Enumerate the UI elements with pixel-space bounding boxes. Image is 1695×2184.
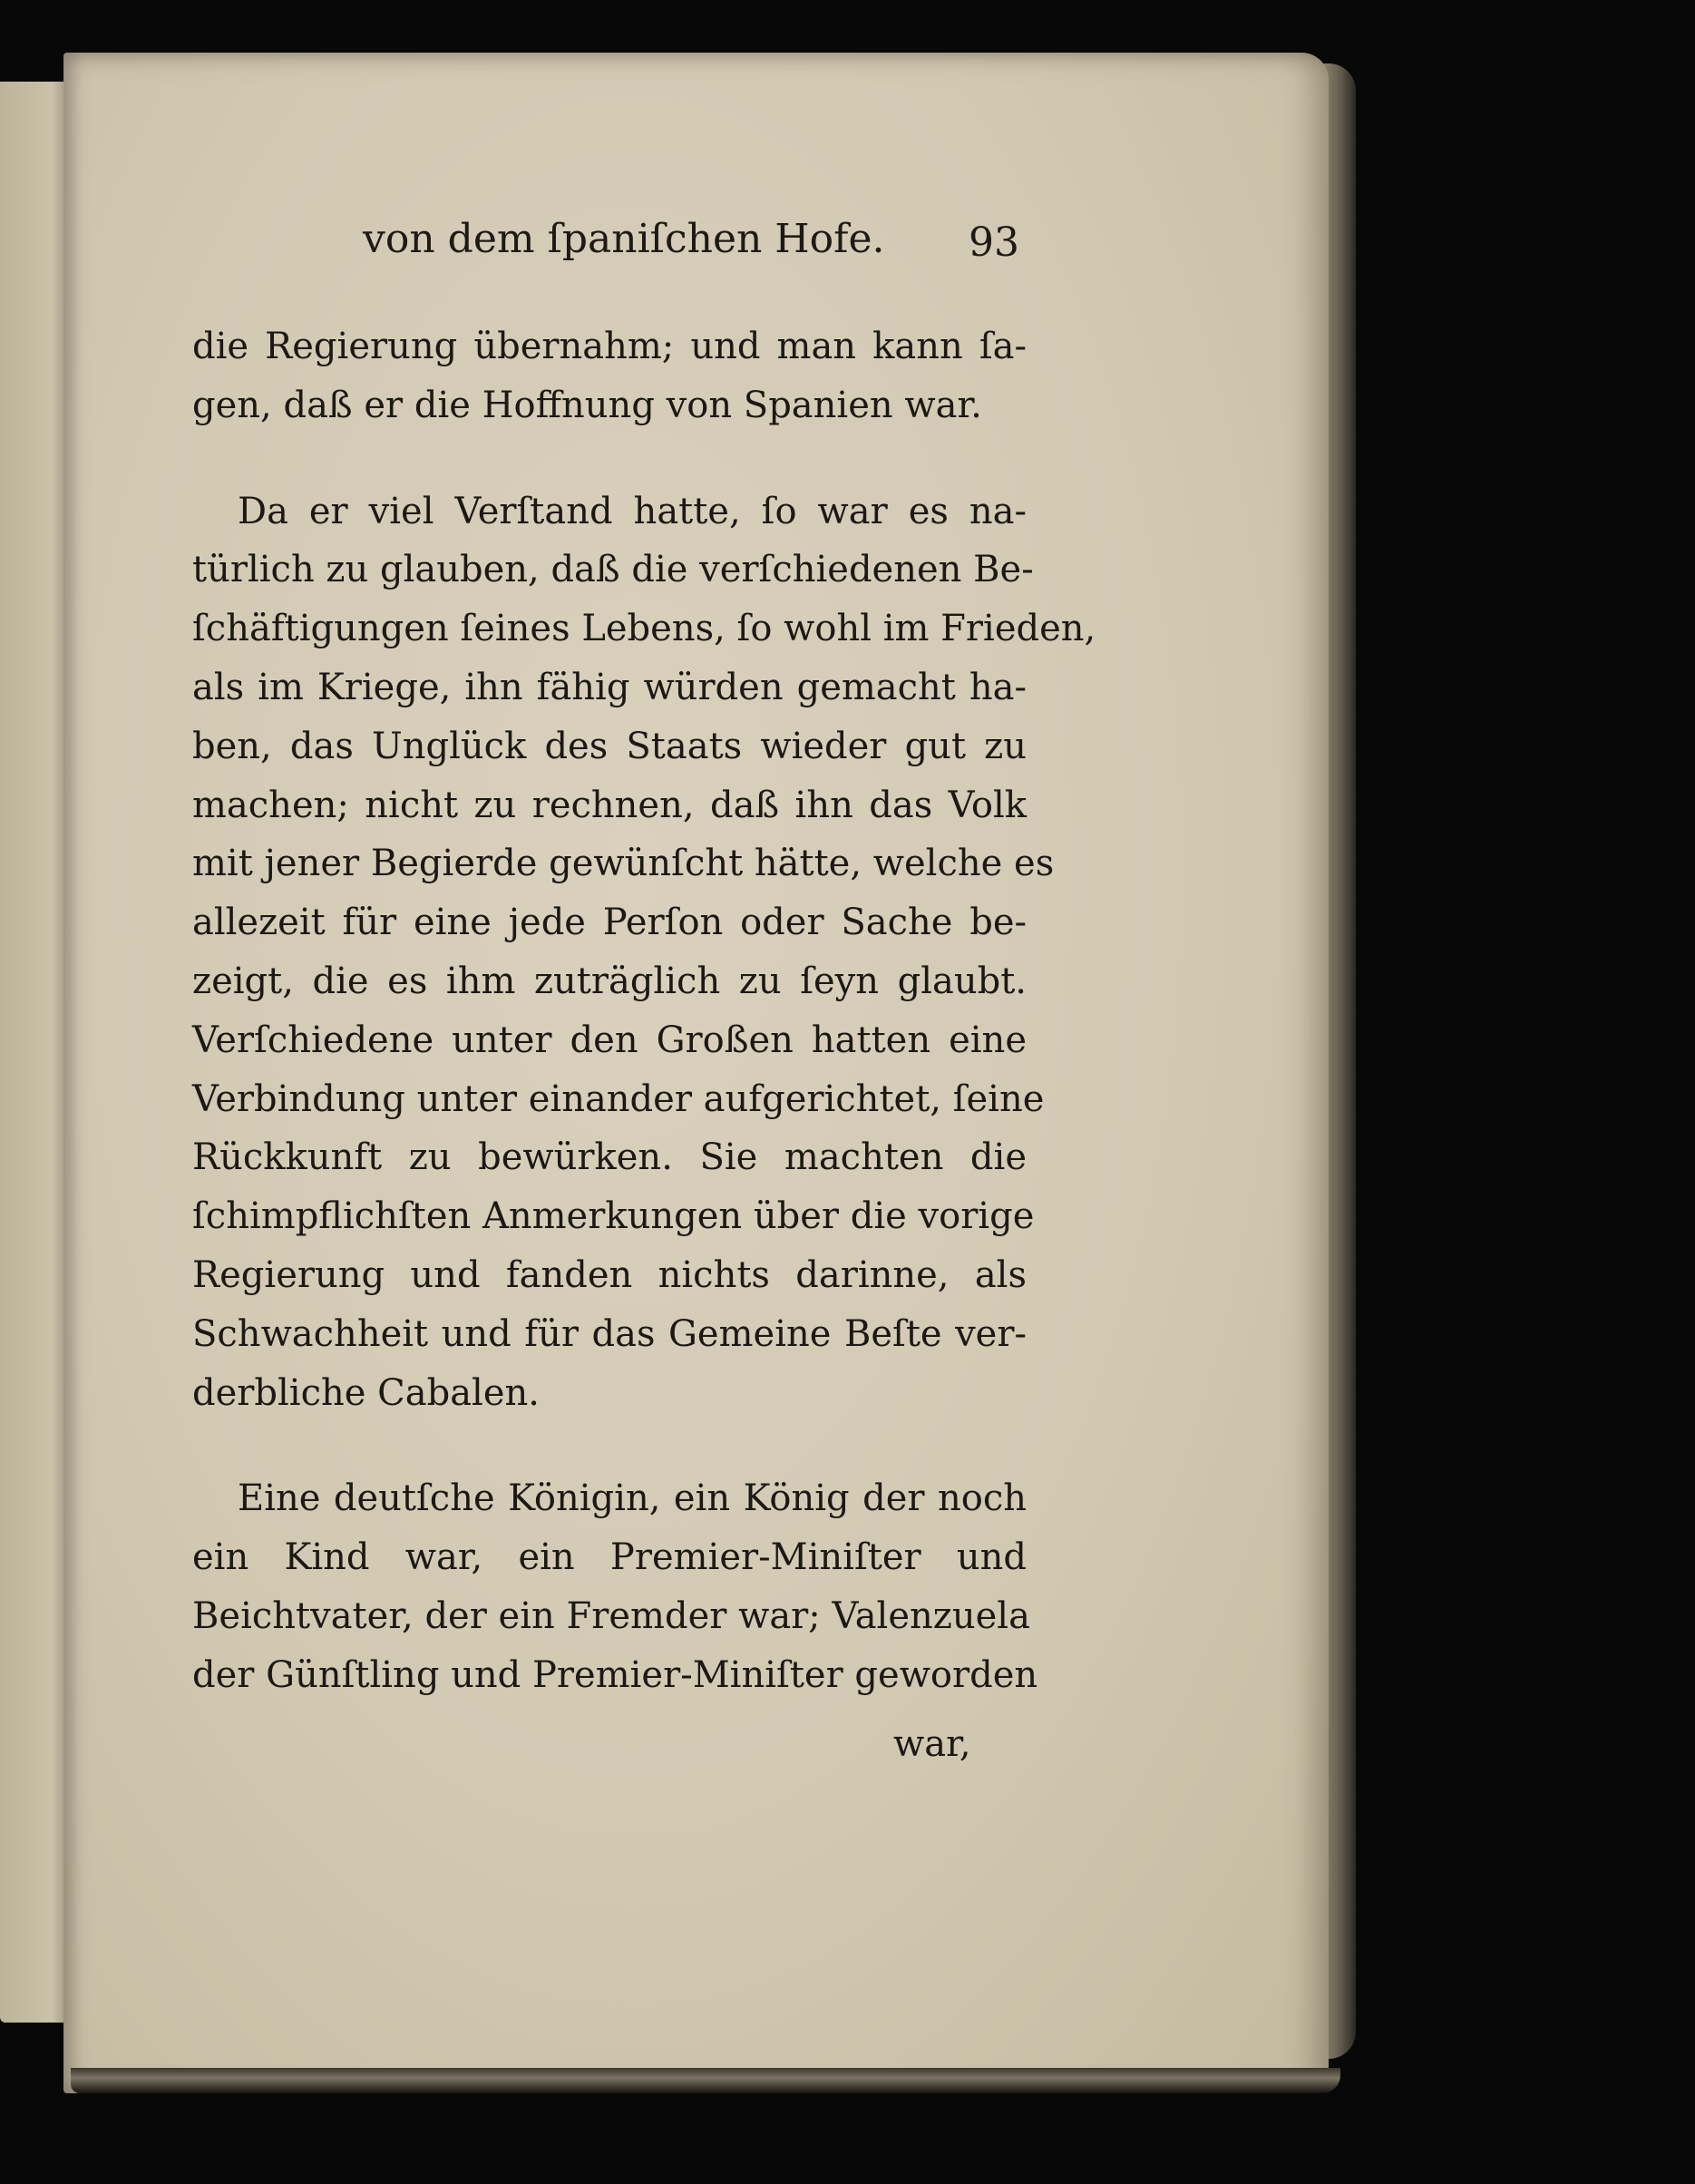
text-line: Verbindung unter einander aufgerichtet, ſeine [192, 1077, 1045, 1120]
page-number: 93 [969, 219, 1019, 266]
text-line: Regierung und fanden nichts darinne, als [192, 1253, 1027, 1296]
text-line: als im Kriege, ihn fähig würden gemacht ha- [192, 666, 1027, 708]
catchword: war, [893, 1723, 971, 1765]
text-line: die Regierung übernahm; und man kann ſa- [192, 326, 1027, 367]
text-line: mit jener Begierde gewünſcht hätte, welche es [192, 843, 1055, 885]
text-line: Beichtvater, der ein Fremder war; Valenzuela [192, 1594, 1030, 1637]
text-line: Da er viel Verſtand hatte, ſo war es na- [238, 490, 1027, 532]
text-line: ben, das Unglück des Staats wieder gut zu [192, 725, 1027, 767]
page-bottom-edge [71, 2068, 1340, 2093]
text-line: Schwachheit und für das Gemeine Beſte ver- [192, 1312, 1027, 1355]
text-line: ſchimpflichſten Anmerkungen über die vorige [192, 1195, 1035, 1238]
text-line: derbliche Cabalen. [192, 1371, 540, 1414]
text-line: machen; nicht zu rechnen, daß ihn das Volk [192, 784, 1027, 826]
paragraph-break [192, 1422, 1027, 1469]
running-head [363, 216, 1052, 288]
text-line: ein Kind war, ein Premier-Miniſter und [192, 1536, 1027, 1579]
text-line: Rückkunft zu bewürken. Sie machten die [192, 1136, 1027, 1179]
text-line: allezeit für eine jede Perſon oder Sache be- [192, 902, 1027, 944]
running-title: von dem ſpaniſchen Hofe. [363, 216, 885, 262]
body-text [192, 317, 1096, 1705]
text-line: Verſchiedene unter den Großen hatten eine [192, 1019, 1027, 1061]
text-line: zeigt, die es ihm zuträglich zu ſeyn glaubt. [192, 960, 1027, 1002]
text-line: türlich zu glauben, daß die verſchiedenen Be- [192, 549, 1034, 591]
text-line: gen, daß er die Hoffnung von Spanien war. [192, 384, 982, 426]
paragraph-break [192, 435, 1027, 483]
text-line: der Günſtling und Premier-Miniſter geworden [192, 1653, 1038, 1696]
text-line: ſchäftigungen ſeines Lebens, ſo wohl im Frieden, [192, 608, 1096, 650]
text-line: Eine deutſche Königin, ein König der noch [238, 1477, 1027, 1520]
